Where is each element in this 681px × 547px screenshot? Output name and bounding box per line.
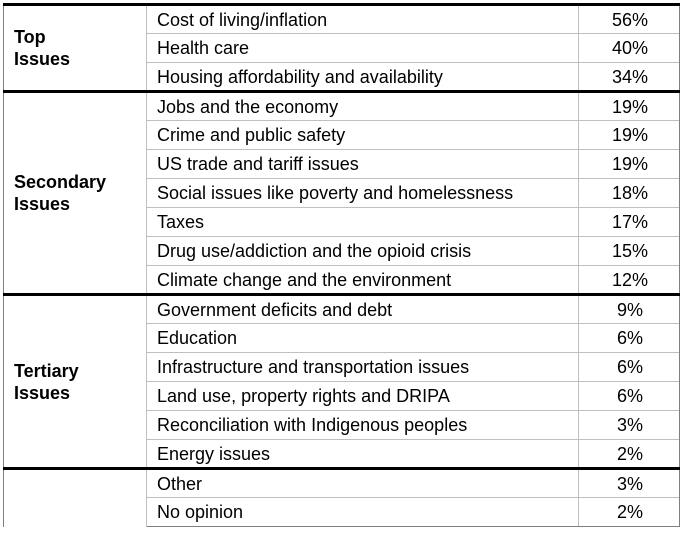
issue-name: Crime and public safety: [147, 121, 579, 150]
issue-name: Reconciliation with Indigenous peoples: [147, 411, 579, 440]
section-label-line: Secondary: [14, 172, 107, 192]
issue-name: Taxes: [147, 208, 579, 237]
issue-percentage: 12%: [579, 266, 680, 295]
issue-percentage: 56%: [579, 5, 680, 34]
issues-table: [3, 3, 680, 527]
table-row: [4, 92, 680, 121]
issue-percentage: 6%: [579, 324, 680, 353]
issue-name: Cost of living/inflation: [147, 5, 579, 34]
issues-table-body: [4, 5, 680, 527]
issue-percentage: 19%: [579, 121, 680, 150]
section-label: [4, 5, 147, 92]
section-label-line: Issues: [14, 194, 71, 214]
issue-percentage: 3%: [579, 469, 680, 498]
section-label: [4, 92, 147, 295]
issue-name: Health care: [147, 34, 579, 63]
issue-percentage: 2%: [579, 498, 680, 527]
issue-percentage: 9%: [579, 295, 680, 324]
issue-name: Social issues like poverty and homelessness: [147, 179, 579, 208]
section-label-line: Issues: [14, 382, 71, 403]
section-label-line: Top: [14, 27, 46, 47]
issue-name: Government deficits and debt: [147, 295, 579, 324]
issue-name: No opinion: [147, 498, 579, 527]
issue-name: Infrastructure and transportation issues: [147, 353, 579, 382]
issue-name: Housing affordability and availability: [147, 63, 579, 92]
issue-name: Energy issues: [147, 440, 579, 469]
issue-percentage: 6%: [579, 353, 680, 382]
issue-percentage: 3%: [579, 411, 680, 440]
issue-name: Land use, property rights and DRIPA: [147, 382, 579, 411]
issue-name: Climate change and the environment: [147, 266, 579, 295]
section-label: [4, 295, 147, 469]
issue-percentage: 19%: [579, 92, 680, 121]
table-row: [4, 295, 680, 324]
issue-percentage: 40%: [579, 34, 680, 63]
section-label-line: Tertiary: [14, 360, 79, 381]
section-label-line: Issues: [14, 49, 71, 69]
issue-percentage: 6%: [579, 382, 680, 411]
issue-percentage: 15%: [579, 237, 680, 266]
table-row: [4, 5, 680, 34]
issue-percentage: 17%: [579, 208, 680, 237]
issue-name: Education: [147, 324, 579, 353]
issue-percentage: 19%: [579, 150, 680, 179]
section-label: [4, 469, 147, 527]
issue-name: US trade and tariff issues: [147, 150, 579, 179]
issue-percentage: 34%: [579, 63, 680, 92]
issue-percentage: 2%: [579, 440, 680, 469]
table-row: [4, 469, 680, 498]
issue-percentage: 18%: [579, 179, 680, 208]
issue-name: Other: [147, 469, 579, 498]
issue-name: Jobs and the economy: [147, 92, 579, 121]
issue-name: Drug use/addiction and the opioid crisis: [147, 237, 579, 266]
